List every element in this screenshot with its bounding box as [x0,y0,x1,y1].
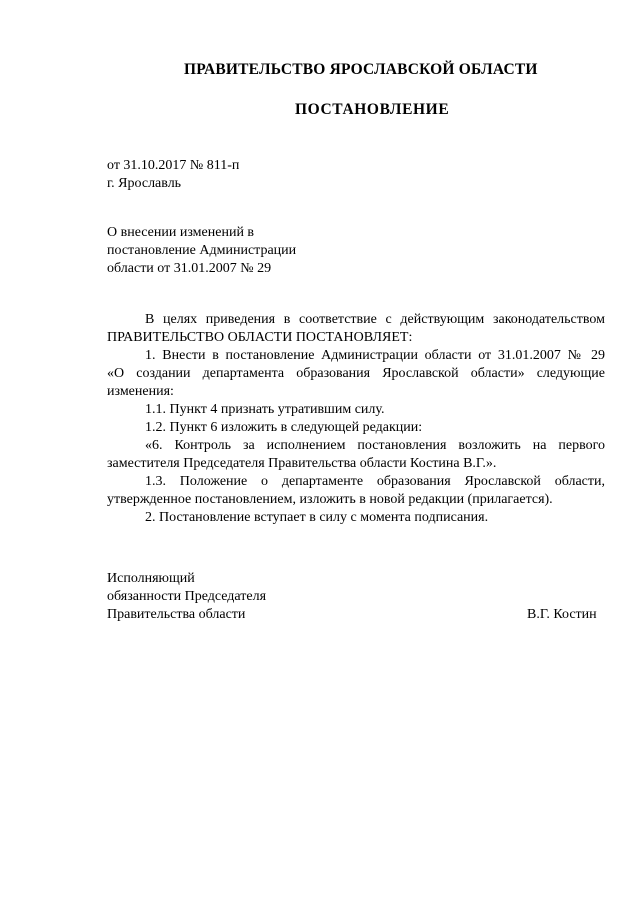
clause-1-2: 1.2. Пункт 6 изложить в следующей редакции: [145,420,423,435]
clause-1-2-quote-line: «6. Контроль за исполнением постановления возложить на первого [145,438,605,453]
clause-1-line: 1. Внести в постановление Администрации области от 31.01.2007 № 29 [145,348,605,363]
signature-title-line: обязанности Председателя [107,589,267,604]
signature-title-line: Исполняющий [107,571,195,586]
document-meta [107,157,239,193]
clause-1-2-quote-line: заместителя Председателя Правительства области Костина В.Г.». [107,456,497,471]
clause-2: 2. Постановление вступает в силу с момента подписания. [145,510,489,525]
subject-line: области от 31.01.2007 № 29 [107,261,272,276]
intro-resolution: ПРАВИТЕЛЬСТВО ОБЛАСТИ ПОСТАНОВЛЯЕТ: [107,330,413,345]
clause-1-1: 1.1. Пункт 4 признать утратившим силу. [145,402,385,417]
document-body [107,311,605,527]
clause-1-line: изменения: [107,384,174,399]
document-subject [107,224,296,278]
government-title: ПРАВИТЕЛЬСТВО ЯРОСЛАВСКОЙ ОБЛАСТИ [184,61,538,78]
subject-line: постановление Администрации [107,243,297,258]
date-number: от 31.10.2017 № 811-п [107,158,240,173]
clause-1-3-line: 1.3. Положение о департаменте образования Ярославской области, [145,474,605,489]
clause-1-3-line: утвержденное постановлением, изложить в новой редакции (прилагается). [107,492,553,507]
signature-title-line: Правительства области [107,607,246,622]
document-type-title: ПОСТАНОВЛЕНИЕ [295,101,450,118]
intro-line: В целях приведения в соответствие с действующим законодательством [145,312,605,327]
signature-block [107,570,266,624]
clause-1-line: «О создании департамента образования Ярославской области» следующие [107,366,605,381]
city: г. Ярославль [107,176,182,191]
signatory-name: В.Г. Костин [527,607,597,622]
subject-line: О внесении изменений в [107,225,255,240]
